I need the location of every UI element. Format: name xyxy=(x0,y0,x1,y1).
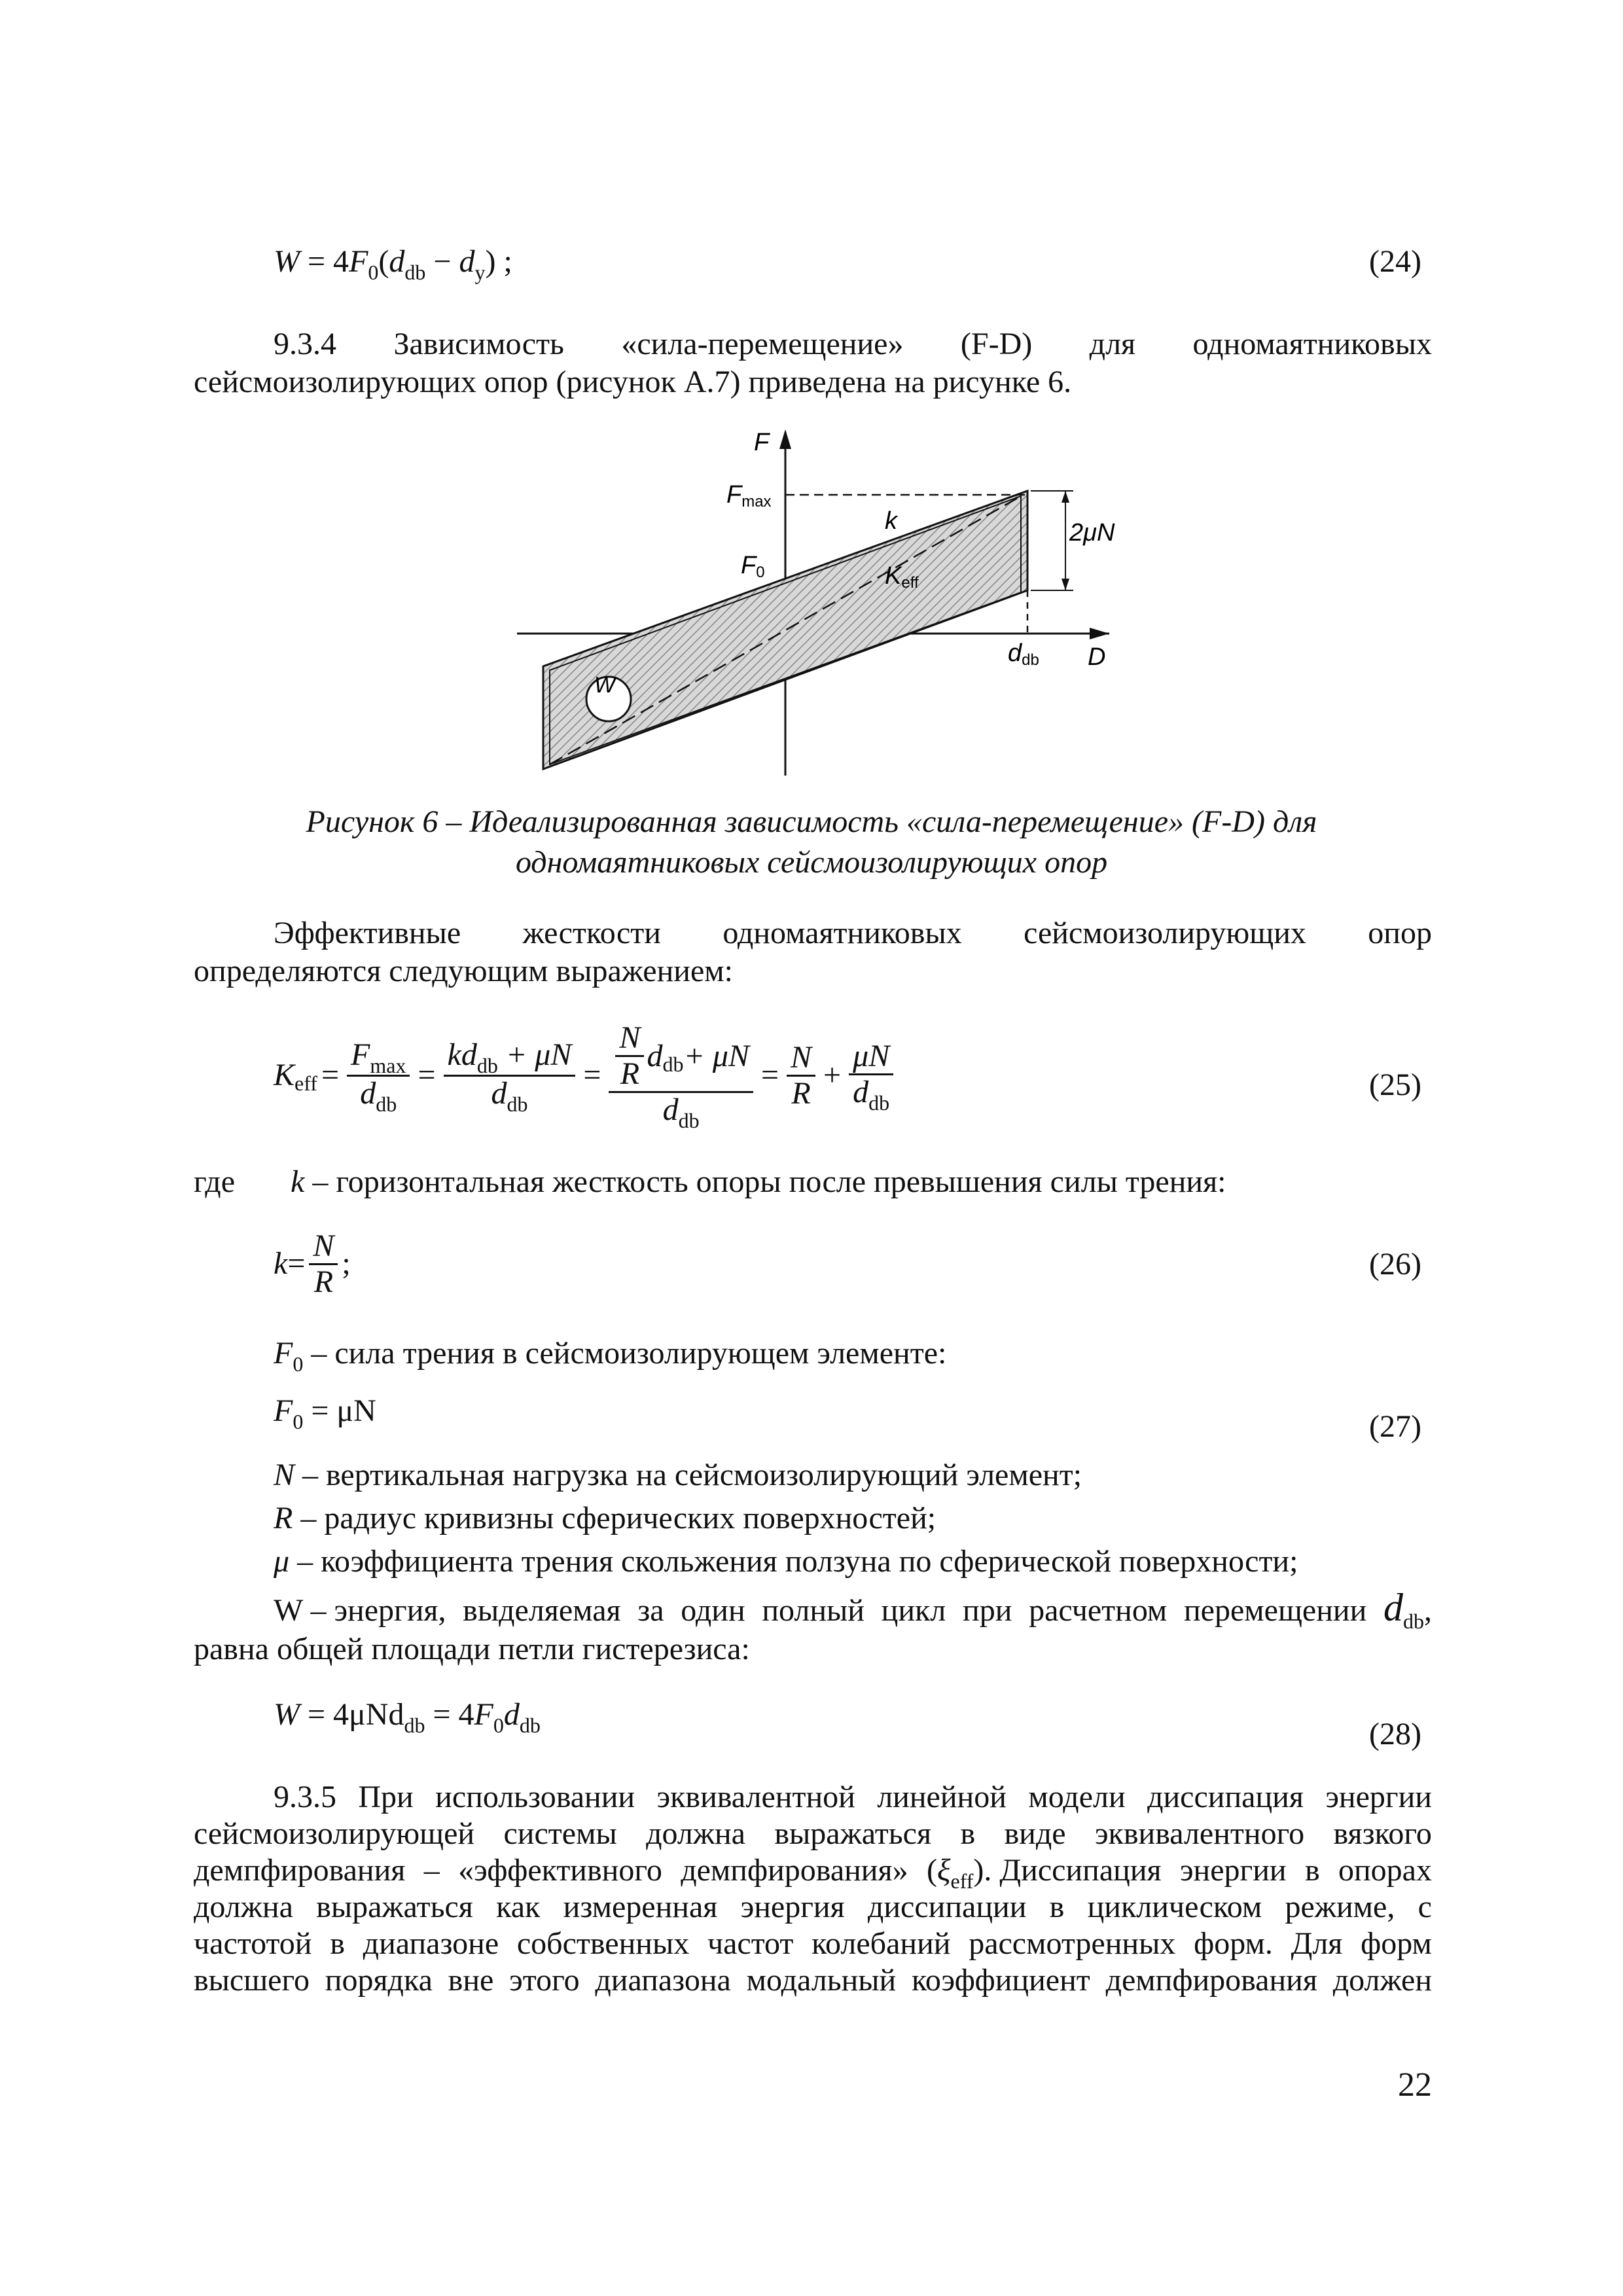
paragraph-935-line3: демпфирования – «эффективного демпфирования» $(\xi_{eff})$. Диссипация энергии в опорах xyxy=(194,1853,1432,1893)
figure-caption-line2: одномаятниковых сейсмоизолирующих опор xyxy=(515,845,1108,880)
equation-number-24: (24) xyxy=(1369,244,1421,279)
paragraph-934-line2: сейсмоизолирующих опор (рисунок А.7) приведена на рисунке 6. xyxy=(194,365,1072,399)
mu-definition: μ – коэффициента трения скольжения ползуна по сферической поверхности; xyxy=(274,1544,1298,1579)
equation-number-26: (26) xyxy=(1369,1247,1421,1282)
paragraph-935-line1: 9.3.5 При использовании эквивалентной линейной модели диссипация энергии xyxy=(274,1780,1432,1814)
paragraph-935-line2: сейсмоизолирующей системы должна выражаться в виде эквивалентного вязкого xyxy=(194,1816,1432,1851)
w-definition-line2: равна общей площади петли гистерезиса: xyxy=(194,1632,750,1666)
paragraph-eff-line2: определяются следующим выражением: xyxy=(194,954,733,988)
f-axis-label: F xyxy=(754,429,770,456)
k-label: k xyxy=(885,507,897,535)
force-displacement-figure xyxy=(510,419,1139,785)
keff-label: Keff xyxy=(885,562,919,592)
ddb-label: ddb xyxy=(1008,639,1039,669)
k-definition: k – горизонтальная жесткость опоры после превышения силы трения: xyxy=(291,1164,1226,1199)
two-mu-n-label: 2μN xyxy=(1069,519,1115,547)
fmax-label: Fmax xyxy=(726,481,772,511)
equation-26: k = $\frac{N}{R}$ ; xyxy=(274,1228,351,1299)
r-definition: R – радиус кривизны сферических поверхностей; xyxy=(274,1501,936,1535)
equation-number-27: (27) xyxy=(1369,1409,1421,1444)
w-definition-line1: W – энергия, выделяемая за один полный цикл при расчетном перемещении $d_{db}$, xyxy=(274,1586,1432,1633)
n-definition: N – вертикальная нагрузка на сейсмоизолирующий элемент; xyxy=(274,1458,1082,1492)
page-number: 22 xyxy=(1398,2066,1432,2104)
f0-definition: $F_0$ – сила трения в сейсмоизолирующем элементе: xyxy=(274,1336,947,1376)
equation-number-25: (25) xyxy=(1369,1067,1421,1102)
equation-28: $W = 4\mu Nd_{db} = 4F_0d_{db}$ xyxy=(274,1697,541,1737)
equation-24: $W = 4F_0(d_{db} - d_y)$ ; xyxy=(274,244,512,284)
figure-caption-line1: Рисунок 6 – Идеализированная зависимость «сила-перемещение» (F-D) для xyxy=(306,804,1317,839)
paragraph-935-line5: частотой в диапазоне собственных частот колебаний рассмотренных форм. Для форм xyxy=(194,1926,1432,1961)
where-label: где xyxy=(194,1164,236,1199)
equation-25: K eff = $\frac{F_{max}}{d_{db}}$ = $\frac{kd_{db} + \mu N}{d_{db}}$ = $\frac{N}{R}$ d db + μN $d_{db}$ = $\frac{N}{R}$ + $\frac{\mu N}{d_{db}}$ xyxy=(274,1020,897,1131)
d-axis-label: D xyxy=(1088,643,1106,671)
paragraph-935-line6: высшего порядка вне этого диапазона модальный коэффициент демпфирования должен xyxy=(194,1963,1432,1998)
paragraph-eff-line1: Эффективные жесткости одномаятниковых сейсмоизолирующих опор xyxy=(274,916,1432,950)
w-label: W xyxy=(594,673,616,698)
equation-27: $F_0 = \mu N$ xyxy=(274,1393,376,1433)
equation-number-28: (28) xyxy=(1369,1717,1421,1751)
paragraph-934-line1: 9.3.4 Зависимость «сила-перемещение» (F-D) для одномаятниковых xyxy=(274,327,1432,361)
f0-label: F0 xyxy=(741,552,765,581)
paragraph-935-line4: должна выражаться как измеренная энергия диссипации в циклическом режиме, с xyxy=(194,1890,1432,1924)
